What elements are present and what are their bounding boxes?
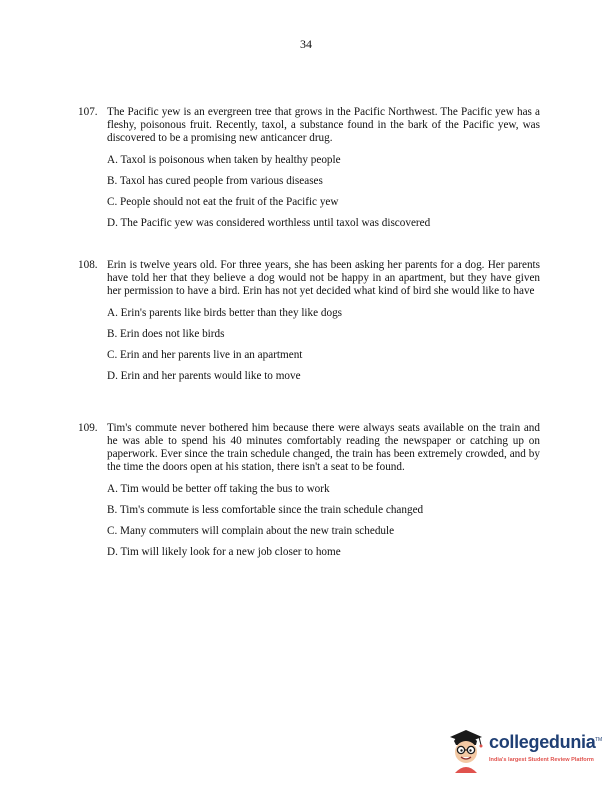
option-c: C. People should not eat the fruit of the Pacific yew — [107, 196, 339, 208]
option-a: A. Erin's parents like birds better than they like dogs — [107, 307, 343, 319]
option-b: B. Taxol has cured people from various diseases — [107, 175, 323, 187]
option-a: A. Tim would be better off taking the bus to work — [107, 483, 330, 495]
options-list — [107, 307, 540, 383]
option-b: B. Erin does not like birds — [107, 328, 225, 340]
options-list — [107, 154, 540, 230]
question-text: Erin is twelve years old. For three years, she has been asking her parents for a dog. Her parents have told her that they believe a dog would not be happy in an apartment, but they have given her permission to have a bird. Erin has not yet decided what kind of bird she would like to have — [107, 259, 540, 297]
question-109 — [78, 422, 540, 567]
options-list — [107, 483, 540, 559]
question-number: 108. — [78, 259, 98, 271]
collegedunia-logo — [446, 727, 602, 773]
option-d: D. Tim will likely look for a new job closer to home — [107, 546, 341, 558]
option-d: D. The Pacific yew was considered worthless until taxol was discovered — [107, 217, 431, 229]
brand-name: collegedunia — [489, 732, 596, 752]
option-a: A. Taxol is poisonous when taken by healthy people — [107, 154, 341, 166]
page-number: 34 — [300, 37, 312, 51]
question-number: 109. — [78, 422, 98, 434]
brand-tagline: India's largest Student Review Platform — [489, 757, 594, 763]
question-108 — [78, 259, 540, 391]
option-c: C. Erin and her parents live in an apartment — [107, 349, 303, 361]
option-c: C. Many commuters will complain about the new train schedule — [107, 525, 395, 537]
question-text: Tim's commute never bothered him because there were always seats available on the train and he was able to spend his 40 minutes comfortably reading the newspaper or catching up on paperwork. Ever since the train schedule changed, the train has been extremely crowded, and by the time the doors open at his station, there isn't a seat to be found. — [107, 422, 540, 473]
question-107 — [78, 106, 540, 238]
option-d: D. Erin and her parents would like to move — [107, 370, 301, 382]
mascot-graduate-icon — [446, 727, 488, 773]
trademark-mark: TM — [595, 737, 603, 743]
option-b: B. Tim's commute is less comfortable since the train schedule changed — [107, 504, 424, 516]
question-number: 107. — [78, 106, 98, 118]
question-text: The Pacific yew is an evergreen tree that grows in the Pacific Northwest. The Pacific yew has a fleshy, poisonous fruit. Recently, taxol, a substance found in the bark of the Pacific yew, was discovered to be a promising new anticancer drug. — [107, 106, 540, 144]
